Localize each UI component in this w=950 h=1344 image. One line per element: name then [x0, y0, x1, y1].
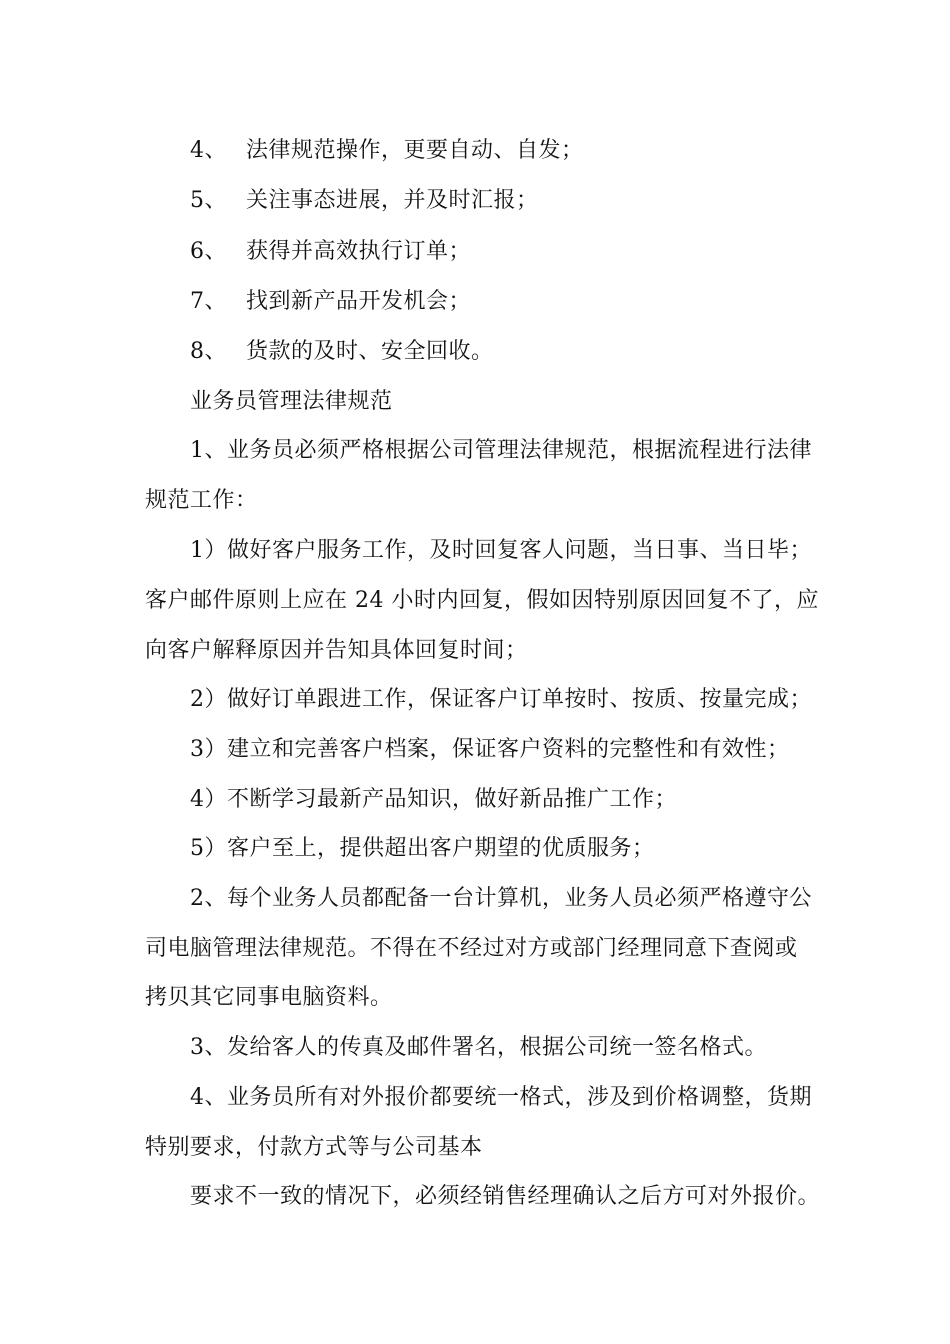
paragraph-line: 规范工作： — [145, 488, 258, 513]
list-text: 关注事态进展，并及时汇报； — [246, 188, 539, 213]
paragraph-line: 2）做好订单跟进工作，保证客户订单按时、按质、按量完成； — [190, 687, 812, 712]
list-number: 4、 — [190, 138, 227, 163]
list-item — [190, 186, 539, 216]
list-number: 8、 — [190, 339, 227, 364]
paragraph-line: 拷贝其它同事电脑资料。 — [145, 985, 393, 1010]
paragraph-line: 1、业务员必须严格根据公司管理法律规范，根据流程进行法律 — [190, 438, 812, 463]
paragraph-line: 3、发给客人的传真及邮件署名，根据公司统一签名格式。 — [190, 1035, 767, 1060]
paragraph-line: 要求不一致的情况下，必须经销售经理确认之后方可对外报价。 — [190, 1184, 821, 1209]
list-number: 6、 — [190, 239, 227, 264]
list-text: 货款的及时、安全回收。 — [246, 339, 494, 364]
list-text: 找到新产品开发机会； — [246, 289, 472, 314]
list-item — [190, 136, 584, 166]
paragraph-line: 向客户解释原因并告知具体回复时间； — [145, 638, 528, 663]
list-item — [190, 337, 494, 367]
list-text: 获得并高效执行订单； — [246, 239, 472, 264]
paragraph-line: 4）不断学习最新产品知识，做好新品推广工作； — [190, 787, 677, 812]
list-item — [190, 237, 471, 267]
list-number: 5、 — [190, 188, 227, 213]
list-item — [190, 287, 471, 317]
paragraph-line: 4、业务员所有对外报价都要统一格式，涉及到价格调整，货期 — [190, 1085, 812, 1110]
paragraph-line: 1）做好客户服务工作，及时回复客人问题，当日事、当日毕； — [190, 538, 812, 563]
list-text: 法律规范操作，更要自动、自发； — [246, 138, 584, 163]
list-number: 7、 — [190, 289, 227, 314]
paragraph-line: 3）建立和完善客户档案，保证客户资料的完整性和有效性； — [190, 737, 790, 762]
paragraph-line: 2、每个业务人员都配备一台计算机，业务人员必须严格遵守公 — [190, 886, 812, 911]
paragraph-line: 特别要求，付款方式等与公司基本 — [145, 1135, 483, 1160]
paragraph-line: 司电脑管理法律规范。不得在不经过对方或部门经理同意下查阅或 — [145, 936, 798, 961]
paragraph-line: 客户邮件原则上应在 24 小时内回复，假如因特别原因回复不了，应 — [145, 588, 819, 613]
section-title: 业务员管理法律规范 — [190, 389, 393, 414]
paragraph-line: 5）客户至上，提供超出客户期望的优质服务； — [190, 836, 655, 861]
